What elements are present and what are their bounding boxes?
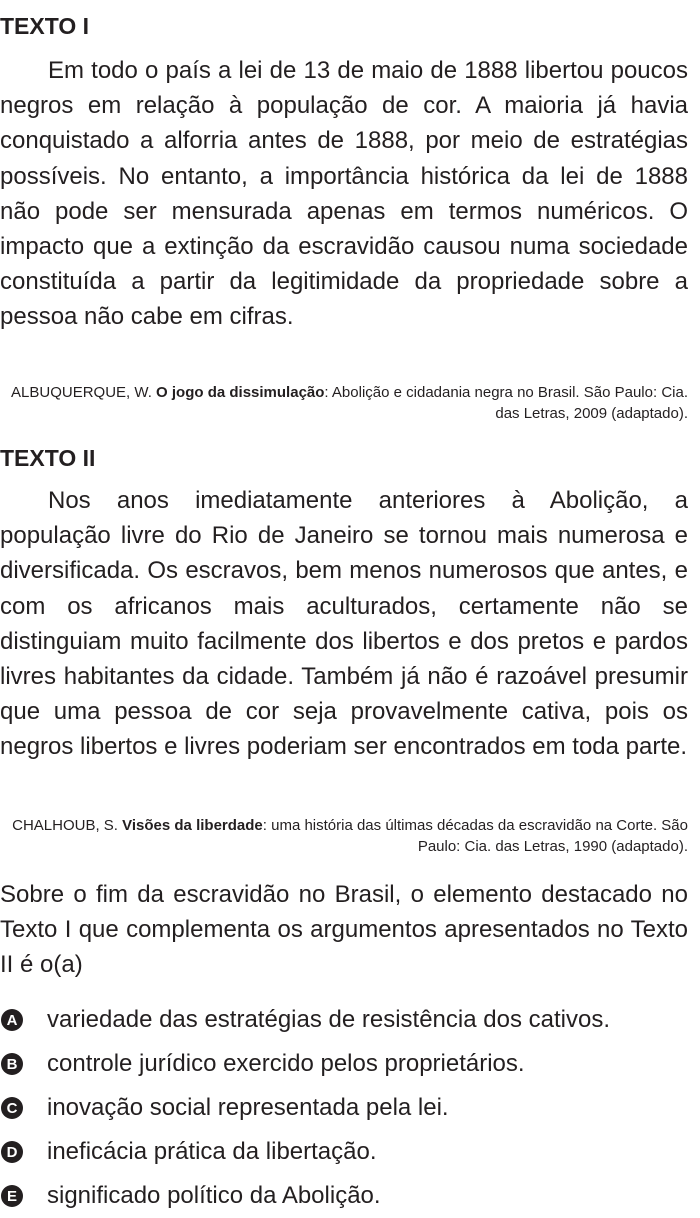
option-e[interactable] (0, 1174, 688, 1218)
option-e-letter-badge: E (1, 1185, 23, 1207)
option-c-text: inovação social representada pela lei. (47, 1094, 449, 1121)
option-c-letter-badge: C (1, 1097, 23, 1119)
option-b-text: controle jurídico exercido pelos proprietários. (47, 1050, 525, 1077)
texto-1-citation-title: O jogo da dissimulação (156, 384, 325, 401)
texto-2-body: Nos anos imediatamente anteriores à Abolição, a população livre do Rio de Janeiro se tornou mais numerosa e diversificada. Os escravos, bem menos numerosos que antes, e com os africanos mais aculturados, certamente não se distinguiam muito facilmente dos libertos e dos pretos e pardos livres habitantes da cidade. Também já não é razoável presumir que uma pessoa de cor seja provavelmente cativa, pois os negros libertos e livres poderiam ser encontrados em toda parte. (0, 487, 688, 761)
texto-1-heading: TEXTO I (0, 13, 90, 39)
texto-1-body: Em todo o país a lei de 13 de maio de 1888 libertou poucos negros em relação à população de cor. A maioria já havia conquistado a alforria antes de 1888, por meio de estratégias possíveis. No entanto, a importância histórica da lei de 1888 não pode ser mensurada apenas em termos numéricos. O impacto que a extinção da escravidão causou numa sociedade constituída a partir da legitimidade da propriedade sobre a pessoa não cabe em cifras. (0, 57, 688, 331)
texto-2-heading: TEXTO II (0, 445, 96, 471)
option-c[interactable] (0, 1086, 688, 1130)
texto-2-citation (0, 815, 688, 857)
option-e-text: significado político da Abolição. (47, 1182, 381, 1209)
option-a[interactable] (0, 998, 688, 1042)
texto-2-citation-author: CHALHOUB, S. (12, 817, 123, 834)
texto-1-citation (0, 382, 688, 424)
option-a-text: variedade das estratégias de resistência dos cativos. (47, 1006, 610, 1033)
texto-2-citation-rest: : uma história das últimas décadas da escravidão na Corte. São Paulo: Cia. das Letras, 1990 (adaptado). (262, 817, 688, 855)
texto-1-citation-author: ALBUQUERQUE, W. (11, 384, 157, 401)
option-d-text: ineficácia prática da libertação. (47, 1138, 377, 1165)
option-b[interactable] (0, 1042, 688, 1086)
texto-1-citation-rest: : Abolição e cidadania negra no Brasil. São Paulo: Cia. das Letras, 2009 (adaptado). (324, 384, 688, 422)
answer-options (0, 998, 688, 1218)
option-d-letter-badge: D (1, 1141, 23, 1163)
option-b-letter-badge: B (1, 1053, 23, 1075)
option-d[interactable] (0, 1130, 688, 1174)
texto-2-citation-title: Visões da liberdade (122, 817, 263, 834)
option-a-letter-badge: A (1, 1009, 23, 1031)
question-stem: Sobre o fim da escravidão no Brasil, o elemento destacado no Texto I que complementa os argumentos apresentados no Texto II é o(a) (0, 881, 688, 979)
